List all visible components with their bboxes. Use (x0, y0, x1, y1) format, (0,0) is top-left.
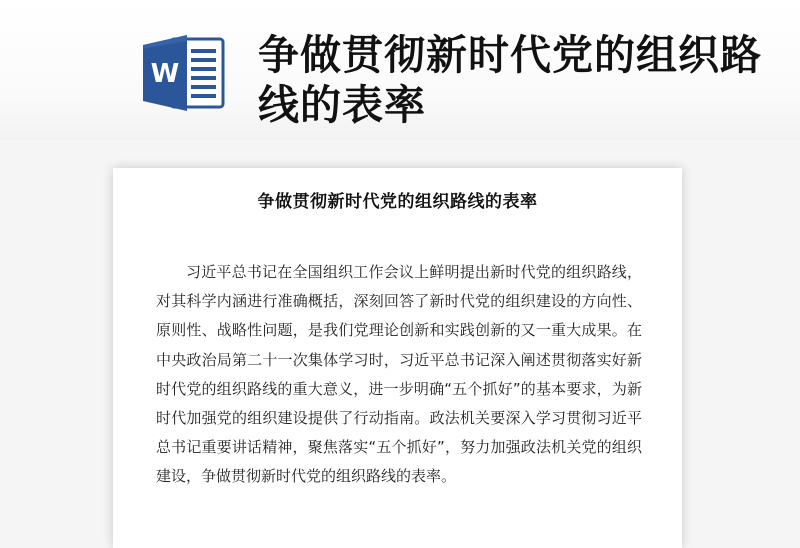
word-document-icon (141, 33, 225, 113)
banner (0, 0, 800, 140)
document-page (113, 168, 682, 548)
document-paragraph: 习近平总书记在全国组织工作会议上鲜明提出新时代党的组织路线，对其科学内涵进行准确概括，深刻回答了新时代党的组织建设的方向性、原则性、战略性问题，是我们党理论创新和实践创新的又一重大成果。在中央政治局第二十一次集体学习时，习近平总书记深入阐述贯彻落实好新时代党的组织路线的重大意义，进一步明确“五个抓好”的基本要求，为新时代加强党的组织建设提供了行动指南。政法机关要深入学习贯彻习近平总书记重要讲话精神，聚焦落实“五个抓好”，努力加强政法机关党的组织建设，争做贯彻新时代党的组织路线的表率。 (156, 263, 642, 486)
word-icon-letter: W (150, 59, 180, 89)
banner-title: 争做贯彻新时代党的组织路线的表率 (258, 31, 762, 129)
document-heading: 争做贯彻新时代党的组织路线的表率 (257, 192, 538, 212)
